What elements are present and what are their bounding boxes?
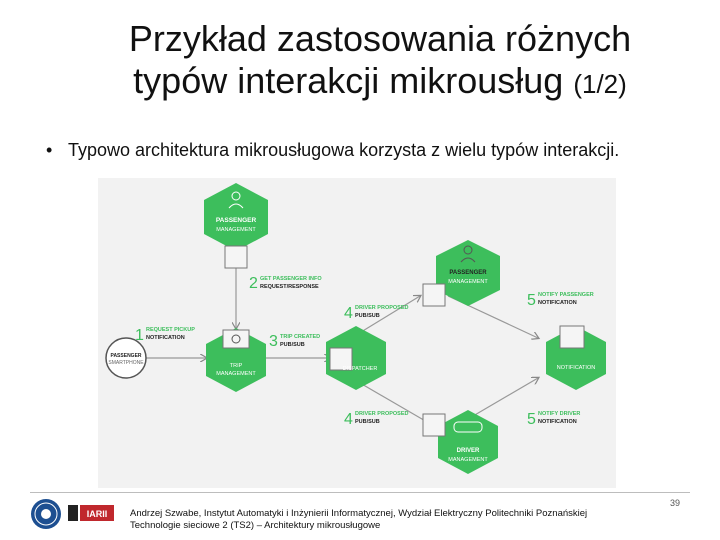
trip-port — [223, 330, 249, 348]
step-4a-text: DRIVER PROPOSED — [355, 305, 409, 311]
step-2-text: GET PASSENGER INFO — [260, 276, 322, 282]
step-5a-number: 5 — [527, 292, 536, 309]
pm2-label-2: MANAGEMENT — [448, 279, 488, 285]
step-3-text: TRIP CREATED — [280, 334, 321, 340]
driver-management-node — [423, 410, 498, 474]
step-3-type: PUB/SUB — [280, 342, 305, 348]
title-line-1: Przykład zastosowania różnych — [128, 18, 632, 59]
step-5b-text: NOTIFY DRIVER — [538, 411, 581, 417]
footer — [130, 508, 587, 532]
step-1-text: REQUEST PICKUP — [146, 327, 195, 333]
pm2-port — [423, 284, 445, 306]
step-4a-type: PUB/SUB — [355, 313, 380, 319]
dispatcher-label: DISPATCHER — [342, 366, 378, 372]
footer-divider — [30, 492, 690, 493]
bullet-icon: • — [46, 140, 53, 160]
title-suffix: (1/2) — [573, 69, 627, 99]
pm-label-2: MANAGEMENT — [216, 227, 256, 233]
step-2-type: REQUEST/RESPONSE — [260, 284, 319, 290]
step-5a-type: NOTIFICATION — [538, 300, 577, 306]
step-4b-label — [344, 411, 409, 428]
pm-port — [225, 246, 247, 268]
step-4a-label — [344, 305, 409, 322]
iarii-logo-icon — [68, 502, 114, 524]
driver-label-1: DRIVER — [456, 448, 480, 454]
passenger-management-node — [204, 183, 268, 268]
step-1-number: 1 — [135, 327, 144, 344]
step-5a-label — [527, 292, 594, 309]
university-seal-icon — [30, 498, 62, 530]
passenger-smartphone-node — [106, 338, 146, 378]
step-1-type: NOTIFICATION — [146, 335, 185, 341]
trip-label-2: MANAGEMENT — [216, 371, 256, 377]
step-4b-number: 4 — [344, 411, 353, 428]
step-5b-type: NOTIFICATION — [538, 419, 577, 425]
footer-line-1: Andrzej Szwabe, Instytut Automatyki i Inżynierii Informatycznej, Wydział Elektryczny Politechniki Poznańskiej — [130, 508, 588, 519]
notification-node — [546, 326, 606, 390]
title-line-2-main: typów interakcji mikrousług — [133, 60, 564, 101]
bullet-text: Typowo architektura mikrousługowa korzysta z wielu typów interakcji. — [68, 140, 620, 160]
trip-label-1: TRIP — [229, 363, 243, 369]
page-number: 39 — [670, 498, 681, 508]
step-3-label — [269, 333, 320, 350]
step-4b-text: DRIVER PROPOSED — [355, 411, 409, 417]
driver-label-2: MANAGEMENT — [448, 457, 488, 463]
step-1-label — [135, 327, 195, 344]
pm2-label-1: PASSENGER — [449, 270, 487, 276]
step-4a-number: 4 — [344, 305, 353, 322]
step-4b-type: PUB/SUB — [355, 419, 380, 425]
smartphone-label-2: SMARTPHONE — [108, 360, 144, 366]
trip-management-node — [206, 328, 266, 392]
passenger-management-2-node — [423, 240, 500, 306]
notification-label: NOTIFICATION — [556, 365, 596, 371]
step-2-label — [249, 275, 322, 292]
pm-label-1: PASSENGER — [215, 217, 257, 224]
bullet-point — [46, 140, 619, 161]
dispatcher-node — [326, 326, 386, 390]
step-3-number: 3 — [269, 333, 278, 350]
step-5b-number: 5 — [527, 411, 536, 428]
step-5a-text: NOTIFY PASSENGER — [538, 292, 594, 298]
smartphone-label-1: PASSENGER — [110, 353, 142, 359]
logo-text: IARII — [86, 509, 108, 519]
architecture-diagram — [98, 178, 616, 488]
driver-port — [423, 414, 445, 436]
footer-line-2: Technologie sieciowe 2 (TS2) – Architektury mikrousługowe — [130, 520, 381, 531]
notification-port — [560, 326, 584, 348]
step-2-number: 2 — [249, 275, 258, 292]
diagram-svg — [98, 178, 616, 488]
step-5b-label — [527, 411, 580, 428]
slide-title — [60, 18, 700, 105]
title-line-2 — [60, 60, 700, 105]
